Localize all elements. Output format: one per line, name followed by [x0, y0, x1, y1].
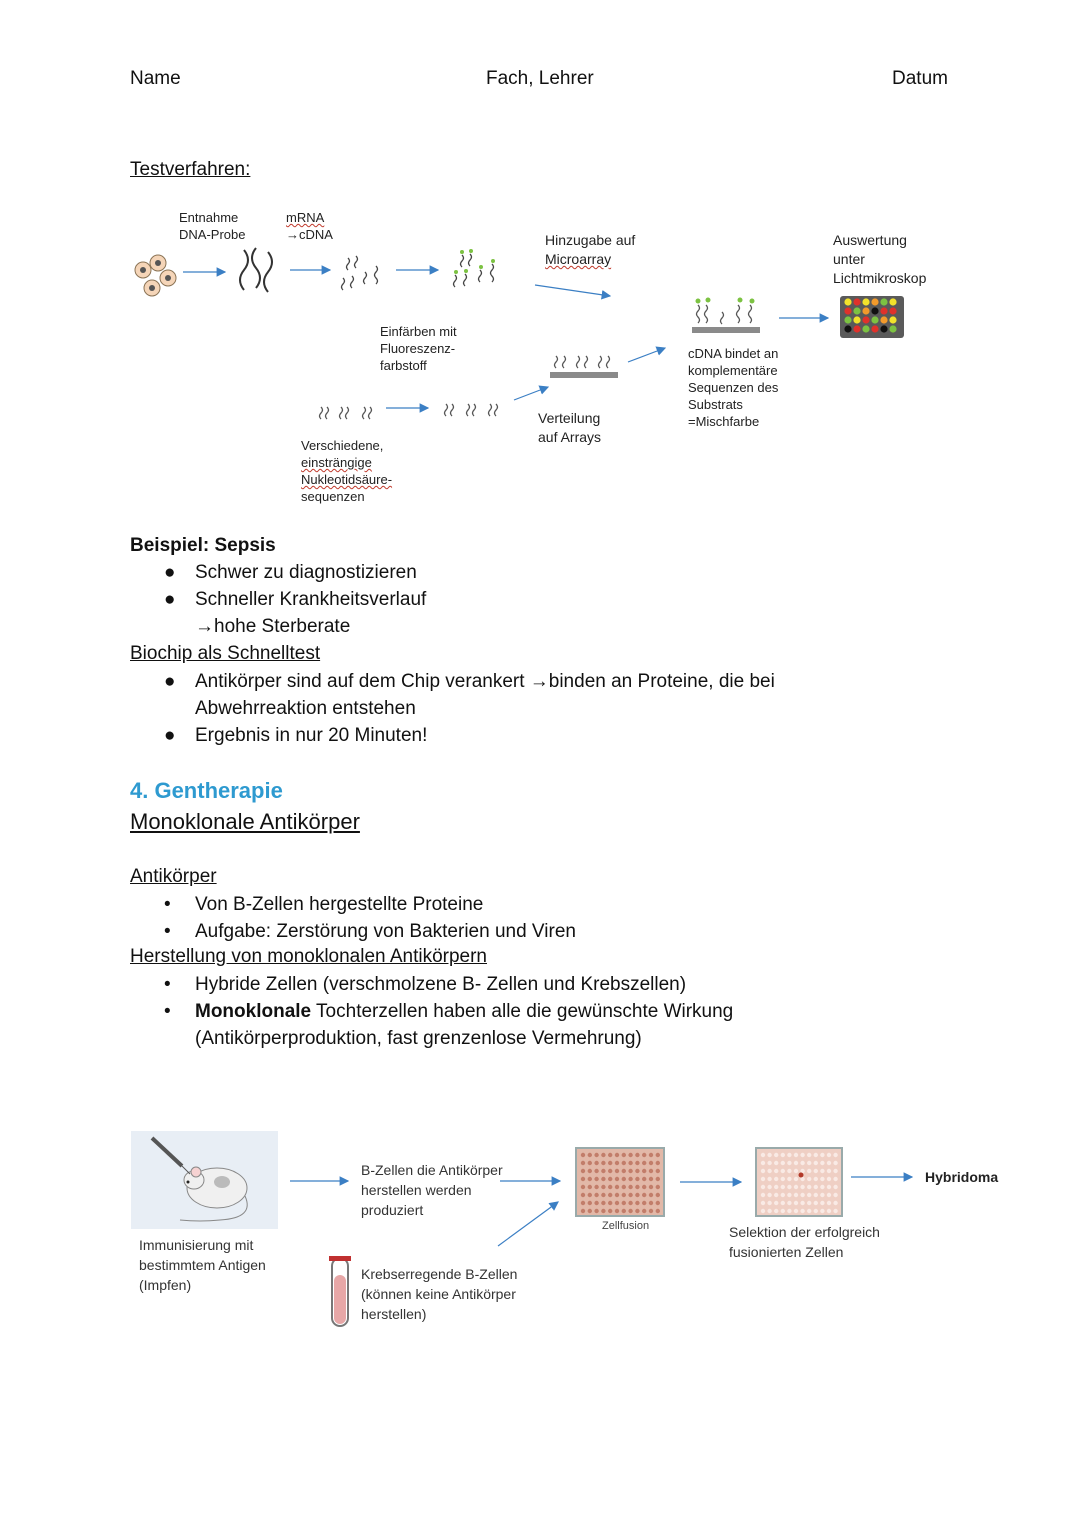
well	[781, 1185, 785, 1189]
well	[581, 1209, 585, 1213]
well	[581, 1153, 585, 1157]
labelled-sequences-icon	[445, 404, 498, 416]
well	[608, 1201, 612, 1205]
well	[581, 1185, 585, 1189]
well	[827, 1193, 831, 1197]
well	[774, 1201, 778, 1205]
well	[794, 1153, 798, 1157]
well	[594, 1201, 598, 1205]
label-immunisierung: Immunisierung mit bestimmtem Antigen (Impfen)	[139, 1237, 266, 1293]
test-tube-icon	[329, 1256, 351, 1326]
microarray-diagram	[0, 0, 1080, 520]
well	[787, 1209, 791, 1213]
well	[807, 1161, 811, 1165]
well	[656, 1201, 660, 1205]
well	[833, 1169, 837, 1173]
well	[642, 1161, 646, 1165]
well	[594, 1185, 598, 1189]
well	[833, 1193, 837, 1197]
well	[635, 1185, 639, 1189]
well	[622, 1153, 626, 1157]
name-field: Name	[130, 68, 181, 89]
well	[787, 1201, 791, 1205]
well	[820, 1153, 824, 1157]
well	[615, 1177, 619, 1181]
well	[649, 1177, 653, 1181]
testverfahren-title: Testverfahren:	[130, 159, 251, 180]
well	[642, 1185, 646, 1189]
well	[761, 1153, 765, 1157]
well	[581, 1177, 585, 1181]
well	[656, 1169, 660, 1173]
well	[781, 1153, 785, 1157]
well	[807, 1169, 811, 1173]
well	[820, 1209, 824, 1213]
well-plate-selection	[756, 1148, 842, 1216]
well	[767, 1169, 771, 1173]
well	[622, 1201, 626, 1205]
well	[767, 1153, 771, 1157]
well	[767, 1185, 771, 1189]
label-hinzugabe: Hinzugabe auf Microarray	[545, 232, 636, 267]
label-zellfusion: Zellfusion	[602, 1220, 650, 1232]
well	[635, 1201, 639, 1205]
well	[628, 1209, 632, 1213]
well	[635, 1153, 639, 1157]
well	[814, 1169, 818, 1173]
well	[814, 1153, 818, 1157]
well	[615, 1161, 619, 1165]
biochip-title: Biochip als Schnelltest	[130, 643, 321, 664]
well	[800, 1201, 804, 1205]
well	[774, 1161, 778, 1165]
well	[761, 1209, 765, 1213]
well	[615, 1193, 619, 1197]
well	[774, 1209, 778, 1213]
well	[642, 1193, 646, 1197]
well	[807, 1209, 811, 1213]
well	[649, 1185, 653, 1189]
beispiel-title: Beispiel: Sepsis	[130, 535, 276, 556]
well	[767, 1177, 771, 1181]
gentherapie-heading: 4. Gentherapie	[130, 778, 283, 803]
well	[800, 1161, 804, 1165]
well	[608, 1153, 612, 1157]
well	[649, 1153, 653, 1157]
well	[608, 1185, 612, 1189]
well	[656, 1193, 660, 1197]
well	[615, 1169, 619, 1173]
hybridoma-diagram	[0, 1120, 1080, 1350]
well	[581, 1169, 585, 1173]
well	[635, 1209, 639, 1213]
well	[787, 1185, 791, 1189]
beispiel-list	[130, 559, 1030, 640]
well	[820, 1201, 824, 1205]
biochip-list	[130, 668, 1030, 749]
well	[781, 1193, 785, 1197]
cells-icon	[135, 255, 176, 296]
well	[594, 1153, 598, 1157]
well	[601, 1209, 605, 1213]
well	[833, 1177, 837, 1181]
well	[656, 1161, 660, 1165]
well	[649, 1209, 653, 1213]
well	[581, 1161, 585, 1165]
well	[656, 1153, 660, 1157]
well	[594, 1169, 598, 1173]
label-einfaerben: Einfärben mit Fluoreszenz- farbstoff	[380, 324, 457, 373]
list-item-sub: →hohe Sterberate	[195, 616, 351, 637]
well	[601, 1193, 605, 1197]
nucleotide-sequences-icon	[320, 407, 372, 419]
well	[649, 1193, 653, 1197]
well	[581, 1193, 585, 1197]
well	[615, 1209, 619, 1213]
label-verschiedene: Verschiedene, einsträngige Nukleotidsäure- sequenzen	[301, 438, 393, 504]
well	[649, 1161, 653, 1165]
well	[787, 1161, 791, 1165]
well	[635, 1161, 639, 1165]
well	[649, 1201, 653, 1205]
well	[781, 1177, 785, 1181]
well	[774, 1185, 778, 1189]
label-krebs: Krebserregende B-Zellen (können keine Antikörper herstellen)	[361, 1266, 518, 1322]
well	[767, 1201, 771, 1205]
well	[794, 1193, 798, 1197]
label-mrna-cdna: mRNA →cDNA	[286, 210, 333, 242]
well	[833, 1209, 837, 1213]
well	[787, 1169, 791, 1173]
dna-helix-icon	[240, 248, 272, 292]
well	[628, 1161, 632, 1165]
well	[814, 1209, 818, 1213]
well	[807, 1185, 811, 1189]
well	[642, 1169, 646, 1173]
well	[807, 1153, 811, 1157]
well	[594, 1193, 598, 1197]
list-item: • Hybride Zellen (verschmolzene B- Zellen und Krebszellen)	[164, 974, 687, 995]
well	[787, 1193, 791, 1197]
well	[800, 1209, 804, 1213]
well	[761, 1169, 765, 1173]
well	[814, 1177, 818, 1181]
label-hybridoma: Hybridoma	[925, 1169, 999, 1185]
well	[622, 1185, 626, 1189]
well-plate-fusion	[576, 1148, 664, 1216]
list-item: • Von B-Zellen hergestellte Proteine	[164, 894, 484, 915]
well	[820, 1161, 824, 1165]
well	[774, 1153, 778, 1157]
well	[588, 1177, 592, 1181]
well	[588, 1193, 592, 1197]
well	[601, 1201, 605, 1205]
well	[635, 1177, 639, 1181]
well	[635, 1193, 639, 1197]
well	[774, 1193, 778, 1197]
well	[601, 1161, 605, 1165]
well	[615, 1153, 619, 1157]
well	[615, 1185, 619, 1189]
well	[615, 1201, 619, 1205]
well	[642, 1201, 646, 1205]
well	[628, 1201, 632, 1205]
well	[781, 1161, 785, 1165]
microarray-result-grid	[840, 296, 904, 338]
list-item: ● Ergebnis in nur 20 Minuten!	[164, 725, 428, 746]
array-substrate-icon	[550, 356, 618, 378]
monoklonale-antikoerper-heading: Monoklonale Antikörper	[130, 809, 360, 834]
mouse-syringe-icon	[131, 1131, 278, 1229]
well	[833, 1201, 837, 1205]
well	[807, 1177, 811, 1181]
cdna-strands-icon	[454, 254, 494, 287]
well	[628, 1193, 632, 1197]
label-auswertung: Auswertung unter Lichtmikroskop	[833, 232, 927, 286]
well	[827, 1177, 831, 1181]
well	[794, 1169, 798, 1173]
well	[827, 1201, 831, 1205]
label-entnahme: Entnahme DNA-Probe	[179, 210, 246, 242]
well	[827, 1153, 831, 1157]
well	[794, 1185, 798, 1189]
well	[601, 1185, 605, 1189]
mrna-strands-icon	[342, 256, 378, 290]
well	[628, 1153, 632, 1157]
well	[820, 1185, 824, 1189]
well	[800, 1193, 804, 1197]
well	[628, 1177, 632, 1181]
well	[594, 1177, 598, 1181]
well	[781, 1169, 785, 1173]
well	[642, 1209, 646, 1213]
well	[800, 1185, 804, 1189]
well	[588, 1209, 592, 1213]
well	[767, 1193, 771, 1197]
well	[656, 1177, 660, 1181]
well	[649, 1169, 653, 1173]
well	[601, 1169, 605, 1173]
well	[761, 1161, 765, 1165]
well	[820, 1177, 824, 1181]
well	[761, 1177, 765, 1181]
well	[642, 1153, 646, 1157]
well	[594, 1209, 598, 1213]
well	[761, 1193, 765, 1197]
well	[794, 1161, 798, 1165]
label-verteilung: Verteilung auf Arrays	[538, 410, 602, 445]
well	[794, 1201, 798, 1205]
well	[588, 1201, 592, 1205]
herstellung-list	[130, 971, 1030, 1052]
well	[608, 1177, 612, 1181]
well	[588, 1161, 592, 1165]
list-item-cont: (Antikörperproduktion, fast grenzenlose Vermehrung)	[195, 1028, 642, 1049]
well	[814, 1193, 818, 1197]
antikoerper-title: Antikörper	[130, 866, 217, 887]
well	[594, 1161, 598, 1165]
well	[807, 1201, 811, 1205]
well	[601, 1177, 605, 1181]
well	[761, 1185, 765, 1189]
well	[820, 1169, 824, 1173]
well	[642, 1177, 646, 1181]
well	[774, 1169, 778, 1173]
list-item: ● Schneller Krankheitsverlauf	[164, 589, 427, 610]
well	[814, 1185, 818, 1189]
well	[635, 1169, 639, 1173]
label-cdna-bindet: cDNA bindet an komplementäre Sequenzen des Substrats =Mischfarbe	[688, 346, 779, 429]
herstellung-title: Herstellung von monoklonalen Antikörpern	[130, 946, 487, 967]
well	[800, 1153, 804, 1157]
list-item-cont: Abwehrreaktion entstehen	[195, 698, 416, 719]
well	[588, 1153, 592, 1157]
well	[781, 1209, 785, 1213]
list-item: ● Schwer zu diagnostizieren	[164, 562, 417, 583]
well	[833, 1161, 837, 1165]
well	[628, 1169, 632, 1173]
well	[781, 1201, 785, 1205]
well	[608, 1161, 612, 1165]
well	[827, 1161, 831, 1165]
well	[608, 1169, 612, 1173]
well	[761, 1201, 765, 1205]
well	[581, 1201, 585, 1205]
well	[622, 1177, 626, 1181]
well	[833, 1153, 837, 1157]
well	[820, 1193, 824, 1197]
well	[814, 1201, 818, 1205]
well	[827, 1209, 831, 1213]
subject-teacher-field: Fach, Lehrer	[486, 68, 594, 89]
well	[588, 1169, 592, 1173]
well	[588, 1185, 592, 1189]
well	[827, 1169, 831, 1173]
antikoerper-list	[130, 891, 1030, 945]
label-selektion: Selektion der erfolgreich fusionierten Zellen	[729, 1224, 880, 1260]
well	[767, 1209, 771, 1213]
well	[814, 1161, 818, 1165]
well	[807, 1193, 811, 1197]
well	[787, 1177, 791, 1181]
well	[774, 1177, 778, 1181]
well	[787, 1153, 791, 1157]
list-item: • Aufgabe: Zerstörung von Bakterien und Viren	[164, 921, 576, 942]
well	[767, 1161, 771, 1165]
well	[622, 1169, 626, 1173]
well	[656, 1185, 660, 1189]
bound-substrate-icon	[692, 298, 760, 334]
label-bzellen: B-Zellen die Antikörper herstellen werden produziert	[361, 1162, 503, 1218]
well	[622, 1161, 626, 1165]
list-item: ● Antikörper sind auf dem Chip verankert →binden an Proteine, die bei	[164, 671, 775, 692]
well	[827, 1185, 831, 1189]
well	[608, 1209, 612, 1213]
well	[608, 1193, 612, 1197]
well	[794, 1209, 798, 1213]
well	[622, 1209, 626, 1213]
date-field: Datum	[892, 68, 948, 89]
well	[656, 1209, 660, 1213]
well	[622, 1193, 626, 1197]
well	[794, 1177, 798, 1181]
well	[833, 1185, 837, 1189]
list-item: • Monoklonale Tochterzellen haben alle die gewünschte Wirkung	[164, 1001, 734, 1022]
well	[628, 1185, 632, 1189]
well	[601, 1153, 605, 1157]
